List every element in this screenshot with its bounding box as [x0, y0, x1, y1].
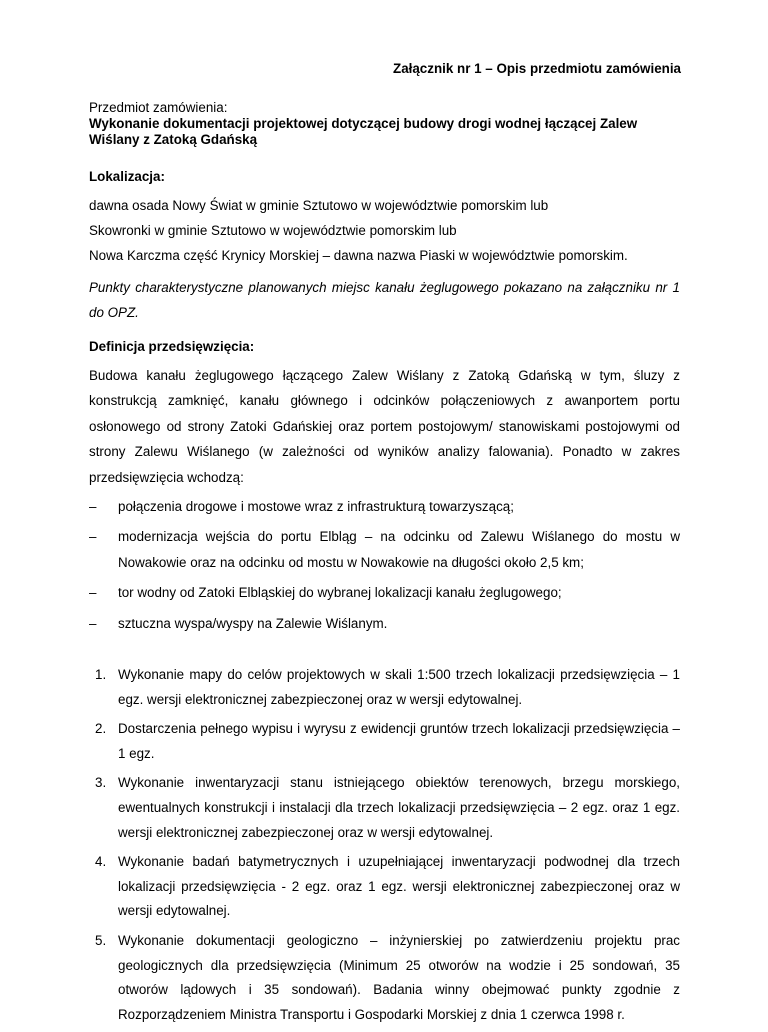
location-line: dawna osada Nowy Świat w gminie Sztutowo w województwie pomorskim lub: [89, 198, 549, 213]
bullet-text: modernizacja wejścia do portu Elbląg – na odcinku od Zalewu Wiślanego do mostu w Nowakowie oraz na odcinku od mostu w Nowakowie na długości około 2,5 km;: [118, 529, 680, 570]
list-item: [89, 494, 680, 519]
subject-label: Przedmiot zamówienia:: [89, 100, 228, 115]
bullet-text: sztuczna wyspa/wyspy na Zalewie Wiślanym.: [118, 615, 388, 631]
task-item: [89, 771, 680, 845]
list-item: [89, 580, 680, 605]
location-line: Nowa Karczma część Krynicy Morskiej – dawna nazwa Piaski w województwie pomorskim.: [89, 248, 628, 263]
dash-marker: –: [89, 529, 97, 545]
task-item: [89, 850, 680, 924]
location-heading: Lokalizacja:: [89, 169, 165, 184]
task-text: Wykonanie dokumentacji geologiczno – inżynierskiej po zatwierdzeniu projektu prac geologicznych dla przedsięwzięcia (Minimum 25 otworów na wodzie i 25 sondowań, 35 otworów lądowych i 35 sondowań). Badania winny obejmować punkty zgodnie z Rozporządzeniem Ministra Transportu i Gospodarki Morskiej z dnia 1 czerwca 1998 r.: [118, 933, 680, 1022]
definition-heading: Definicja przedsięwzięcia:: [89, 339, 255, 354]
task-text: Wykonanie badań batymetrycznych i uzupełniającej inwentaryzacji podwodnej dla trzech lokalizacji przedsięwzięcia - 2 egz. oraz 1 egz. wersji elektronicznej zabezpieczonej oraz w wersji edytowalnej.: [118, 854, 680, 919]
location-line: Skowronki w gminie Sztutowo w województwie pomorskim lub: [89, 223, 457, 238]
bullet-text: tor wodny od Zatoki Elbląskiej do wybranej lokalizacji kanału żeglugowego;: [118, 585, 562, 601]
task-number: 4.: [95, 854, 107, 870]
task-item: [89, 663, 680, 712]
definition-paragraph: Budowa kanału żeglugowego łączącego Zalew Wiślany z Zatoką Gdańską w tym, śluzy z konstrukcją zamknięć, kanału głównego i odcinków połączeniowych z awanportem portu osłonowego od strony Zatoki Gdańskiej oraz portem postojowym/ stanowiskami postojowymi od strony Zalewu Wiślanego (w zależności od wyników analizy falowania). Ponadto w zakres przedsięwzięcia wchodzą:: [89, 368, 680, 485]
location-note: Punkty charakterystyczne planowanych miejsc kanału żeglugowego pokazano na załączniku nr 1 do OPZ.: [89, 280, 680, 320]
list-item: [89, 611, 680, 636]
dash-marker: –: [89, 499, 97, 515]
task-number: 2.: [95, 721, 107, 737]
attachment-title: Załącznik nr 1 – Opis przedmiotu zamówienia: [393, 61, 681, 76]
definition-bullet-list: [89, 494, 680, 636]
task-text: Dostarczenia pełnego wypisu i wyrysu z ewidencji gruntów trzech lokalizacji przedsięwzięcia – 1 egz.: [118, 721, 680, 761]
bullet-text: połączenia drogowe i mostowe wraz z infrastrukturą towarzyszącą;: [118, 499, 514, 515]
task-text: Wykonanie inwentaryzacji stanu istniejącego obiektów terenowych, brzegu morskiego, ewentualnych konstrukcji i instalacji dla trzech lokalizacji przedsięwzięcia – 2 egz. oraz 1 egz. wersji elektronicznej zabezpieczonej oraz w wersji edytowalnej.: [118, 775, 680, 840]
task-list: [89, 663, 680, 1027]
subject-title: Wykonanie dokumentacji projektowej dotyczącej budowy drogi wodnej łączącej Zalew Wiślany z Zatoką Gdańską: [89, 116, 638, 147]
list-item: [89, 524, 680, 575]
task-number: 5.: [95, 933, 107, 948]
dash-marker: –: [89, 585, 97, 601]
document-content: [89, 100, 680, 1032]
dash-marker: –: [89, 615, 97, 631]
task-item: [89, 929, 680, 1027]
task-number: 3.: [95, 775, 107, 791]
task-number: 1.: [95, 667, 107, 683]
task-text: Wykonanie mapy do celów projektowych w skali 1:500 trzech lokalizacji przedsięwzięcia – 1 egz. wersji elektronicznej zabezpieczonej oraz w wersji edytowalnej.: [118, 667, 680, 707]
task-item: [89, 717, 680, 766]
